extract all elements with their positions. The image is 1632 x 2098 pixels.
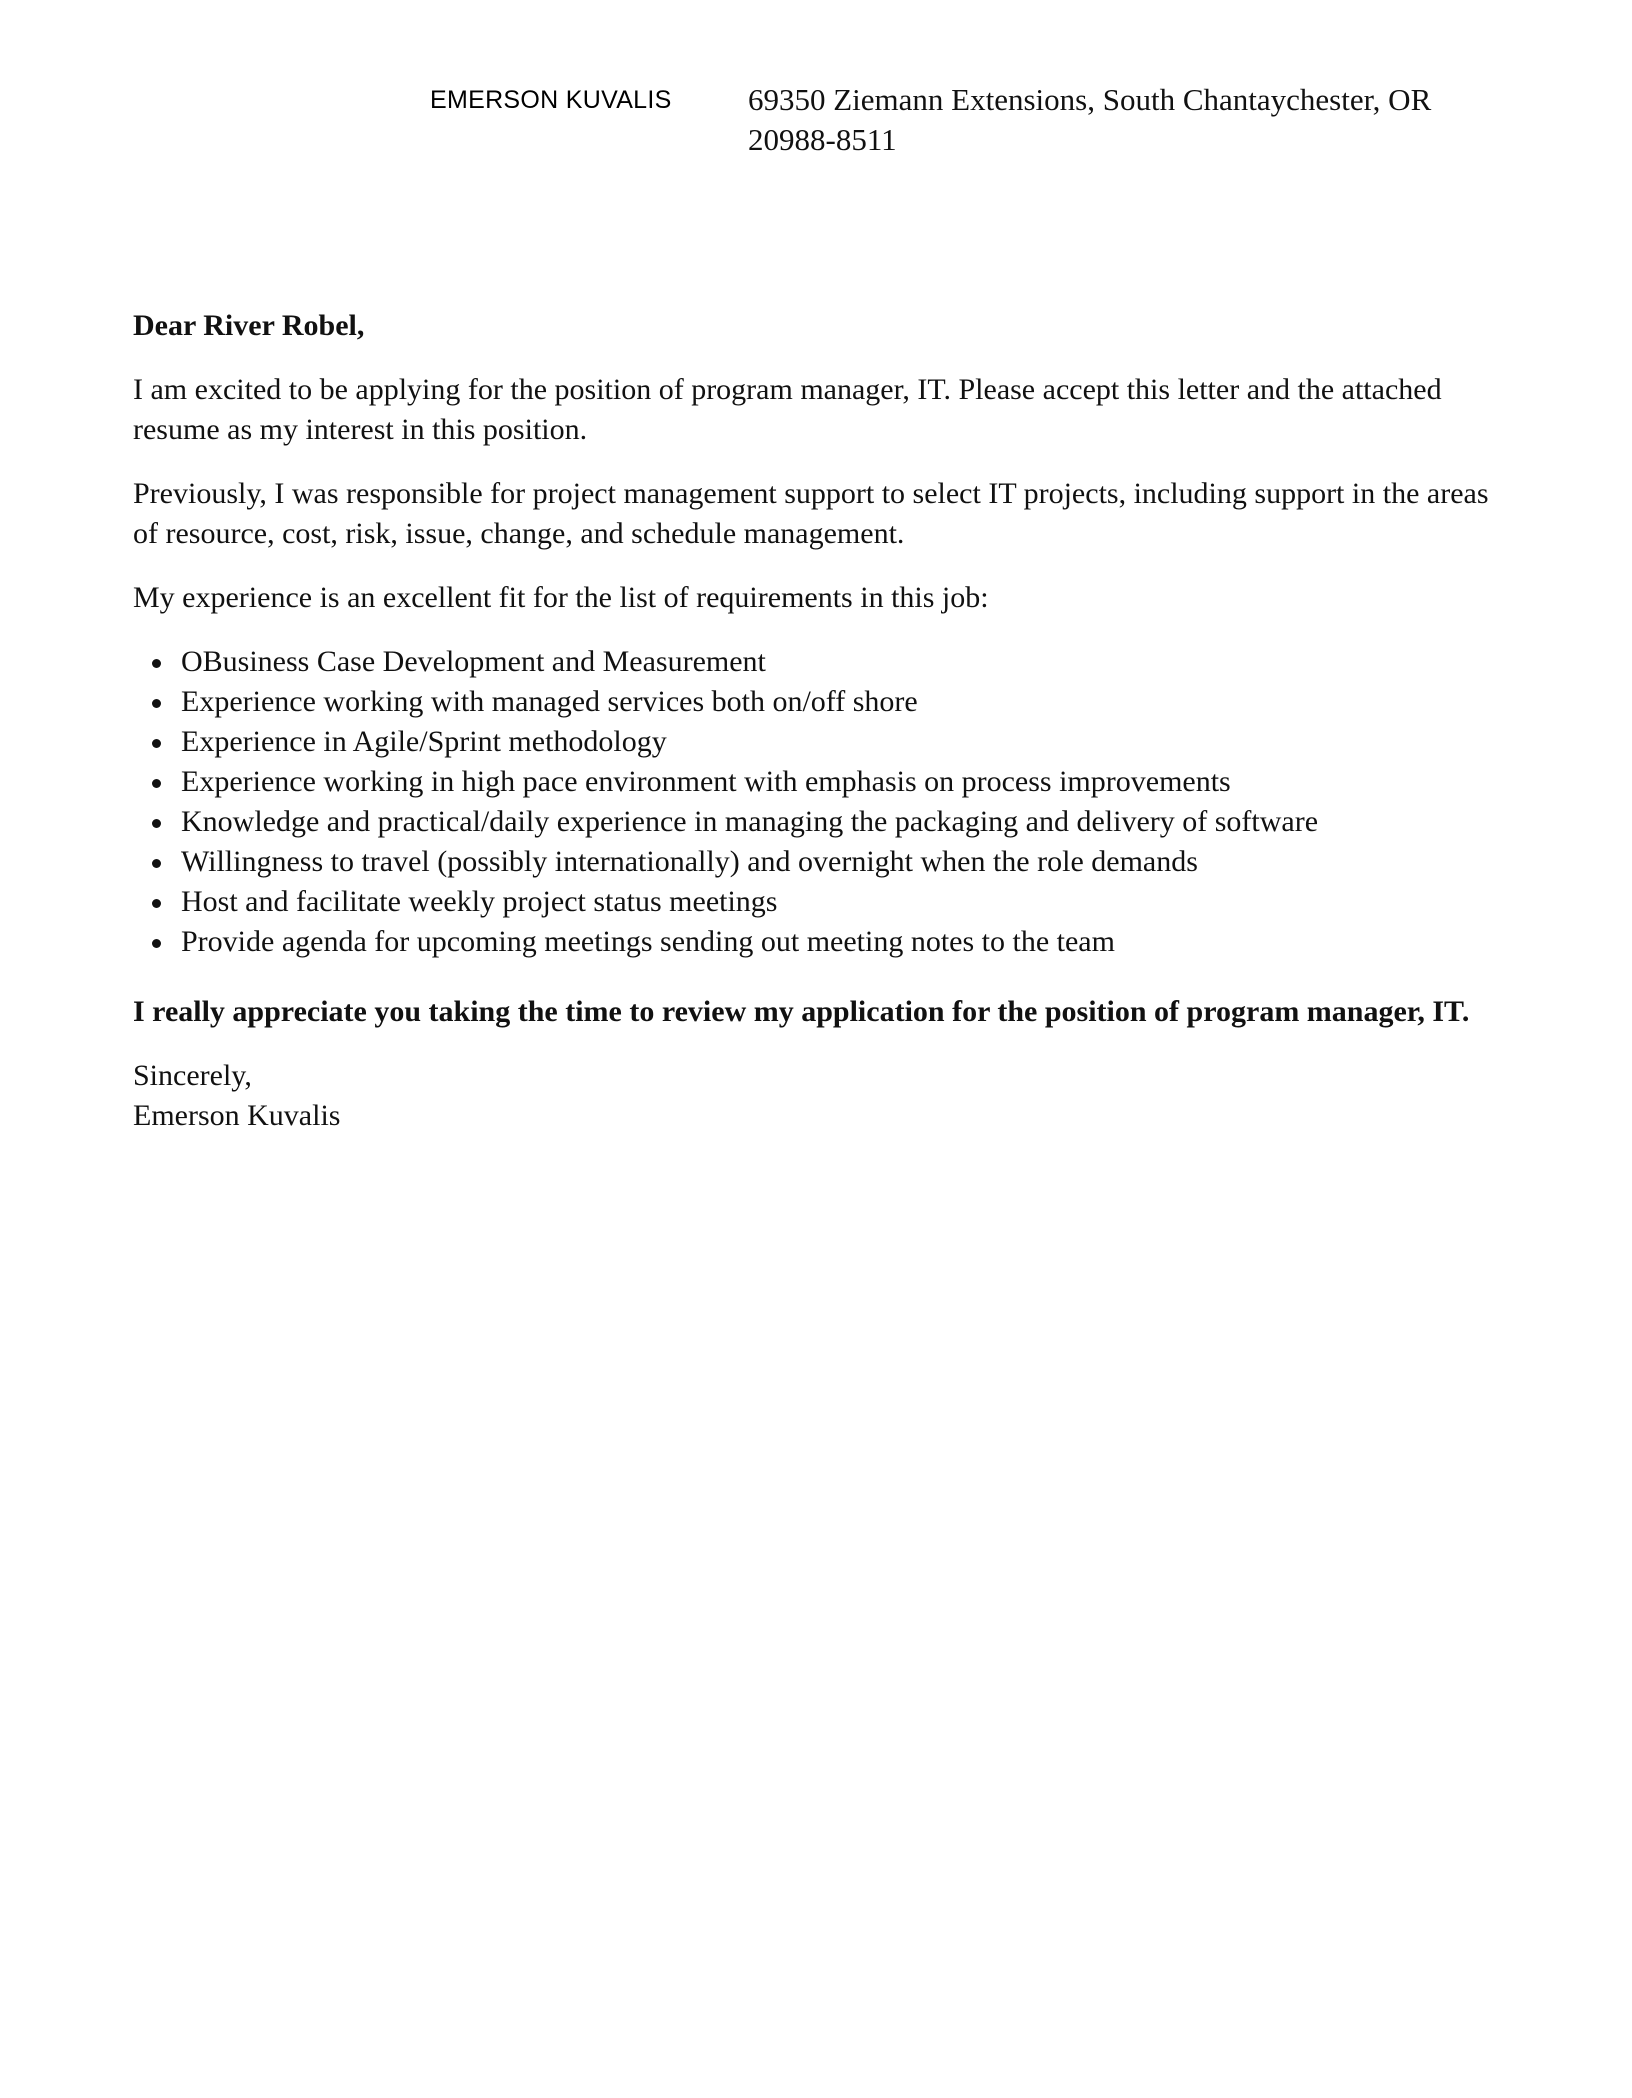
bullet-icon <box>152 859 161 868</box>
signature-name: Emerson Kuvalis <box>133 1099 341 1132</box>
list-item-text: Experience working in high pace environment with emphasis on process improvements <box>181 765 1231 798</box>
list-item-text: Willingness to travel (possibly internationally) and overnight when the role demands <box>181 845 1198 878</box>
bullet-icon <box>152 739 161 748</box>
sender-address-line1: 69350 Ziemann Extensions, South Chantaychester, OR <box>748 82 1432 117</box>
requirements-list <box>133 642 1513 962</box>
sender-address-line2: 20988-8511 <box>748 122 897 157</box>
list-item <box>133 682 1513 722</box>
list-item-text: Knowledge and practical/daily experience in managing the packaging and delivery of software <box>181 805 1319 838</box>
salutation: Dear River Robel, <box>133 309 365 342</box>
closing-statement: I really appreciate you taking the time to review my application for the position of program manager, IT. <box>133 995 1470 1028</box>
list-item <box>133 642 1513 682</box>
list-item <box>133 922 1513 962</box>
bullet-icon <box>152 899 161 908</box>
letter-body <box>133 306 1513 1136</box>
experience-paragraph: Previously, I was responsible for project management support to select IT projects, including support in the areas of resource, cost, risk, issue, change, and schedule management. <box>133 477 1489 550</box>
signoff-block <box>133 1056 1513 1136</box>
bullet-icon <box>152 699 161 708</box>
list-item-text: Provide agenda for upcoming meetings sending out meeting notes to the team <box>181 925 1115 958</box>
bullet-icon <box>152 659 161 668</box>
signoff-text: Sincerely, <box>133 1059 252 1092</box>
sender-address <box>748 80 1508 160</box>
intro-paragraph: I am excited to be applying for the position of program manager, IT. Please accept this letter and the attached resume as my interest in this position. <box>133 373 1442 446</box>
list-item-text: Experience in Agile/Sprint methodology <box>181 725 667 758</box>
list-item-text: Host and facilitate weekly project status meetings <box>181 885 778 918</box>
bullet-icon <box>152 819 161 828</box>
list-item <box>133 842 1513 882</box>
list-item <box>133 722 1513 762</box>
requirements-intro: My experience is an excellent fit for the list of requirements in this job: <box>133 581 989 614</box>
bullet-icon <box>152 779 161 788</box>
list-item <box>133 882 1513 922</box>
bullet-icon <box>152 939 161 948</box>
list-item <box>133 762 1513 802</box>
list-item-text: OBusiness Case Development and Measurement <box>181 645 766 678</box>
list-item-text: Experience working with managed services both on/off shore <box>181 685 918 718</box>
list-item <box>133 802 1513 842</box>
sender-name: EMERSON KUVALIS <box>430 86 672 114</box>
